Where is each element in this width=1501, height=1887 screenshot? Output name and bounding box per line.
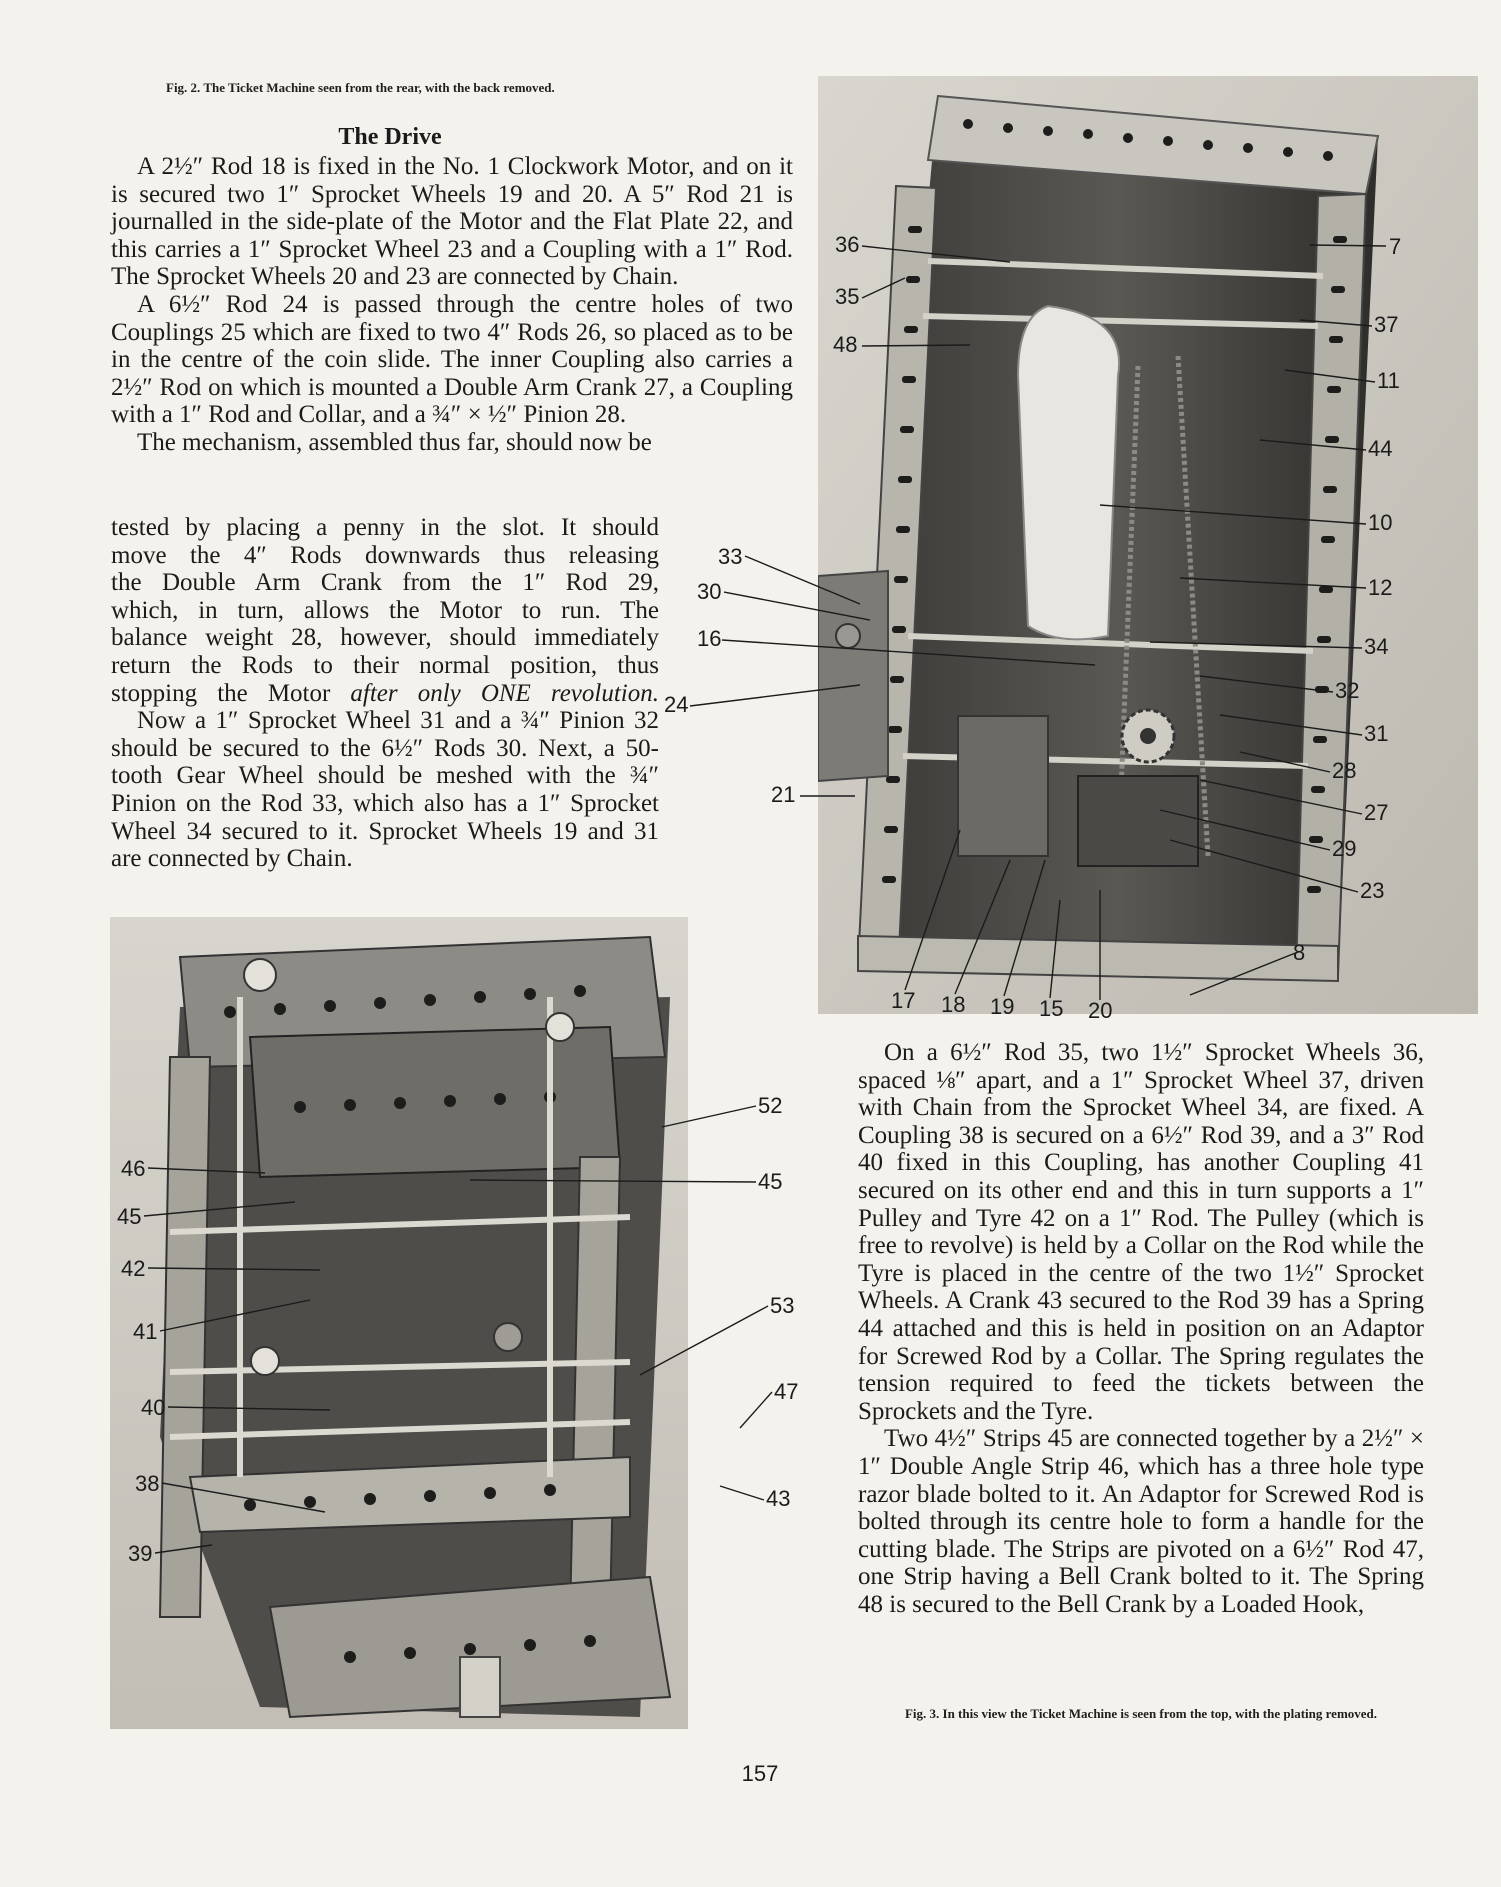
- fig3-label-52: 52: [758, 1093, 783, 1118]
- paragraph-drive-1: A 2½″ Rod 18 is fixed in the No. 1 Clockwork Motor, and on it is secured two 1″ Sprocket Wheels 19 and 20. A 5″ Rod 21 is journalled in the side-plate of the Motor and the Flat Plate 22, and this carries a 1″ Sprocket Wheel 23 and a Coupling with a 1″ Rod. The Sprocket Wheels 20 and 23 are connected by Chain.: [111, 153, 793, 291]
- paragraph-drive-2: A 6½″ Rod 24 is passed through the centre holes of two Couplings 25 which are fixed to two 4″ Rods 26, so placed as to be in the centre of the coin slide. The inner Coupling also carries a 2½″ Rod on which is mounted a Double Arm Crank 27, a Coupling with a 1″ Rod and Collar, and a ¾″ × ½″ Pinion 28.: [111, 290, 793, 429]
- narrow-line: move the 4″ Rods downwards thus releasing: [111, 541, 659, 569]
- fig2-caption: Fig. 2. The Ticket Machine seen from the rear, with the back removed.: [166, 80, 555, 95]
- fig2-label-7: 7: [1389, 234, 1402, 259]
- fig3-label-46: 46: [121, 1156, 146, 1181]
- fig2-label-24: 24: [664, 692, 689, 717]
- right-text: [858, 1039, 1424, 1618]
- page-number: 157: [741, 1761, 779, 1786]
- fig3-label-41: 41: [133, 1319, 158, 1344]
- left-text-top: [111, 153, 793, 457]
- fig2-label-20: 20: [1088, 998, 1113, 1023]
- fig2-label-18: 18: [941, 992, 966, 1017]
- fig2-label-29: 29: [1332, 836, 1357, 861]
- fig2-label-36: 36: [835, 232, 860, 257]
- narrow-line: balance weight 28, however, should immediately: [111, 624, 659, 652]
- paragraph-sprocket-tyre: On a 6½″ Rod 35, two 1½″ Sprocket Wheels 36, spaced ⅛″ apart, and a 1″ Sprocket Wheel 37, driven with Chain from the Sprocket Wheel 34, are fixed. A Coupling 38 is secured on a 6½″ Rod 39, and a 3″ Rod 40 fixed in this Coupling, has another Coupling 41 secured on its other end and this in turn supports a 1″ Pulley and Tyre 42 on a 1″ Rod. The Pulley (which is free to revolve) is held by a Collar on the Rod while the Tyre is placed in the centre of the two 1½″ Sprocket Wheels. A Crank 43 secured to the Rod 39 has a Spring 44 attached and this is held in position on an Adaptor for Screwed Rod by a Collar. The Spring regulates the tension required to feed the tickets between the Sprockets and the Tyre.: [858, 1039, 1424, 1425]
- fig3-label-47: 47: [774, 1379, 799, 1404]
- fig3-caption: Fig. 3. In this view the Ticket Machine is seen from the top, with the plating removed.: [904, 1706, 1378, 1721]
- fig2-label-17: 17: [891, 988, 916, 1013]
- narrow-line: the Double Arm Crank from the 1″ Rod 29,: [111, 569, 659, 597]
- narrow-line: [111, 680, 659, 708]
- fig3-photo: [110, 917, 688, 1729]
- fig2-label-10: 10: [1368, 510, 1393, 535]
- fig2-label-33: 33: [718, 544, 743, 569]
- fig3-label-45-left: 45: [117, 1204, 142, 1229]
- fig2-label-44: 44: [1368, 436, 1393, 461]
- stop-line-start: stopping the Motor: [111, 679, 351, 707]
- fig2-label-16: 16: [697, 626, 722, 651]
- fig2-label-12: 12: [1368, 575, 1393, 600]
- fig2-label-48: 48: [833, 332, 858, 357]
- fig2-photo: [818, 76, 1478, 1017]
- fig2-label-27: 27: [1364, 800, 1389, 825]
- fig3-label-42: 42: [121, 1256, 146, 1281]
- fig3-label-39: 39: [128, 1541, 153, 1566]
- fig3-label-53: 53: [770, 1293, 795, 1318]
- fig3-label-45-right: 45: [758, 1169, 783, 1194]
- narrow-line: which, in turn, allows the Motor to run. The: [111, 596, 659, 624]
- fig2-label-11: 11: [1377, 368, 1400, 393]
- paragraph-cutting-blade: Two 4½″ Strips 45 are connected together by a 2½″ × 1″ Double Angle Strip 46, which has a three hole type razor blade bolted to it. An Adaptor for Screwed Rod is bolted through its centre hole to form a handle for the cutting blade. The Strips are pivoted on a 6½″ Rod 47, one Strip having a Bell Crank bolted to it. The Spring 48 is secured to the Bell Crank by a Loaded Hook,: [858, 1425, 1424, 1618]
- fig2-label-37: 37: [1374, 312, 1399, 337]
- left-text-narrow: [111, 514, 659, 873]
- paragraph-mid-wide: The mechanism, assembled thus far, should now be: [137, 428, 652, 456]
- fig2-label-32: 32: [1335, 678, 1360, 703]
- fig2-label-28: 28: [1332, 758, 1357, 783]
- fig2-label-34: 34: [1364, 634, 1389, 659]
- stop-line-emphasis: after only ONE revolution.: [350, 679, 659, 707]
- fig2-label-15: 15: [1039, 996, 1064, 1021]
- narrow-line: tested by placing a penny in the slot. It should: [111, 514, 659, 541]
- fig2-label-8: 8: [1293, 940, 1306, 965]
- fig2-label-19: 19: [990, 994, 1015, 1019]
- narrow-line: return the Rods to their normal position, thus: [111, 651, 659, 679]
- fig2-label-30: 30: [697, 579, 722, 604]
- fig3-label-40: 40: [141, 1395, 166, 1420]
- fig2-label-35: 35: [835, 284, 860, 309]
- fig2-label-31: 31: [1364, 721, 1389, 746]
- fig2-label-23: 23: [1360, 878, 1385, 903]
- section-heading: The Drive: [338, 124, 442, 150]
- fig2-label-21: 21: [771, 782, 796, 807]
- fig3-label-43: 43: [766, 1486, 791, 1511]
- fig3-label-38: 38: [135, 1471, 160, 1496]
- paragraph-sprocket: Now a 1″ Sprocket Wheel 31 and a ¾″ Pinion 32 should be secured to the 6½″ Rods 30. Next, a 50-tooth Gear Wheel should be meshed with the ¾″ Pinion on the Rod 33, which also has a 1″ Sprocket Wheel 34 secured to it. Sprocket Wheels 19 and 31 are connected by Chain.: [111, 707, 659, 873]
